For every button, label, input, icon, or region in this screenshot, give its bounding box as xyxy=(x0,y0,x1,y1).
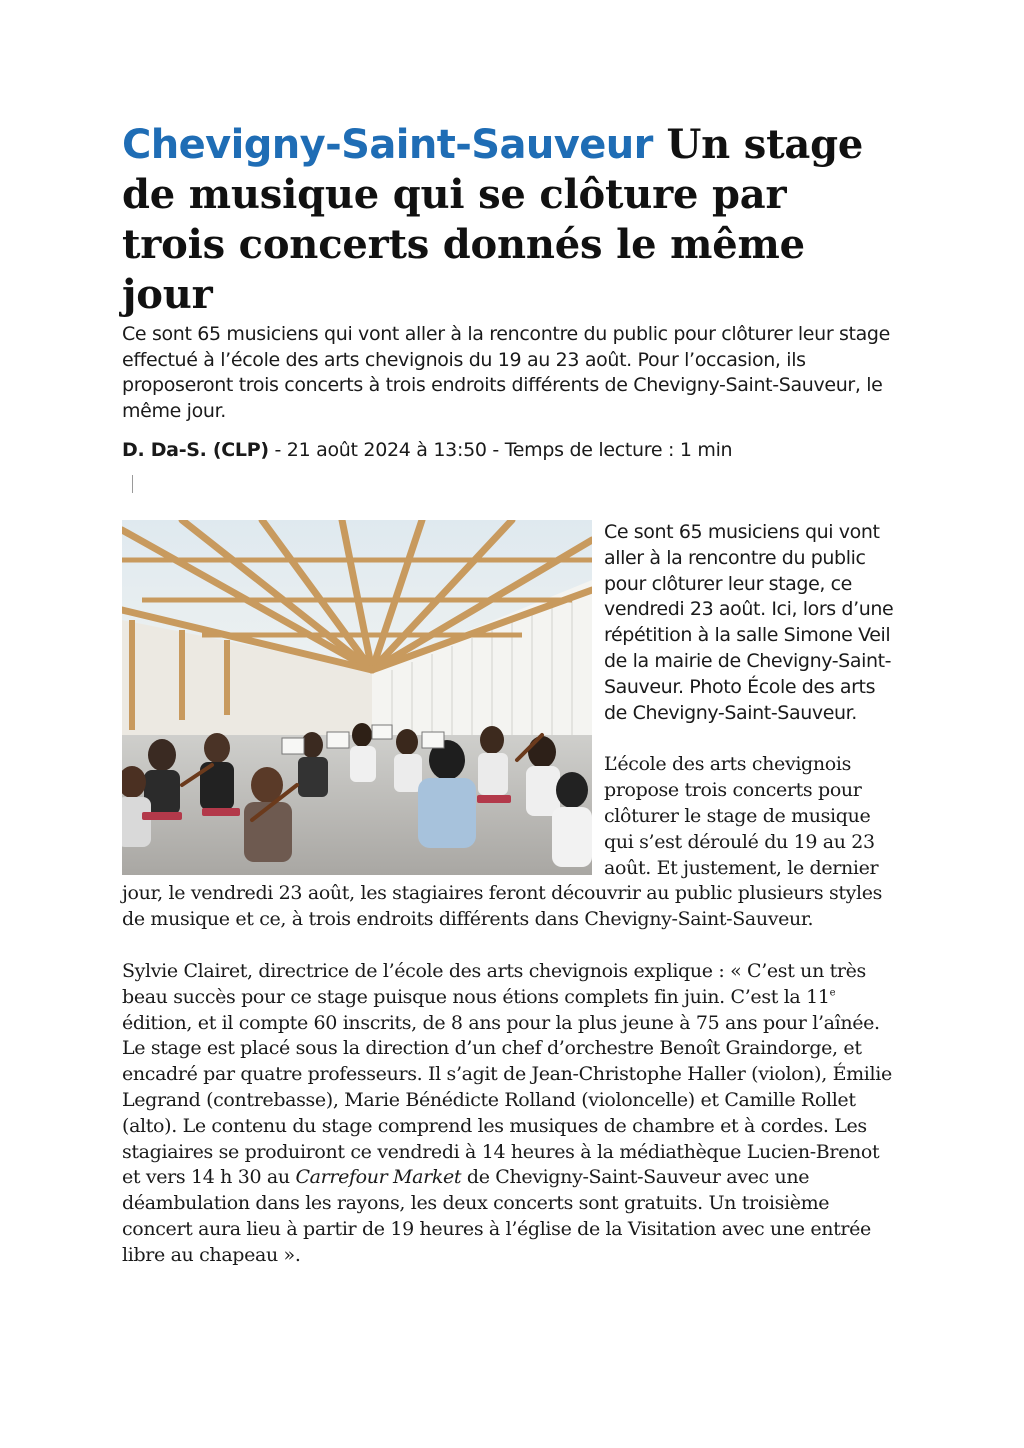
paragraph-2-part-a: Sylvie Clairet, directrice de l’école des arts chevignois explique : « C’est un très beau succès pour ce stage puisque nous étions complets fin juin. C’est la 11 xyxy=(122,959,866,1008)
paragraph-1: L’école des arts chevignois propose trois concerts pour clôturer le stage de musique qui s’est déroulé du 19 au 23 août. Et justement, le dernier jour, le vendredi 23 août, les stagiaires feront découvrir au public plusieurs styles de musique et ce, à trois endroits différents dans Chevigny-Saint-Sauveur. xyxy=(122,753,883,931)
store-name: Carrefour Market xyxy=(295,1166,462,1189)
paragraph-2-part-b: édition, et il compte 60 inscrits, de 8 ans pour la plus jeune à 75 ans pour l’aînée. Le stage est placé sous la direction d’un chef d’orchestre Benoît Graindorge, et encadré par quatre professeurs. Il s’agit de Jean-Christophe Haller (violon), Émilie Legrand (contrebasse), Marie Bénédicte Rolland (violoncelle) et Camille Rollet (alto). Le contenu du stage comprend les musiques de chambre et à cordes. Les stagiaires se produiront ce vendredi à 14 heures à la médiathèque Lucien-Brenot et vers 14 h 30 au xyxy=(122,1011,892,1189)
article-standfirst: Ce sont 65 musiciens qui vont aller à la rencontre du public pour clôturer leur stage effectué à l’école des arts chevignois du 19 au 23 août. Pour l’occasion, ils proposeront trois concerts à trois endroits différents de Chevigny-Saint-Sauveur, le même jour. xyxy=(122,323,890,422)
article-headline xyxy=(122,120,898,320)
reading-time: Temps de lecture : 1 min xyxy=(504,439,733,461)
reading-separator: - xyxy=(486,439,505,461)
article-photo xyxy=(122,520,592,875)
divider-mark xyxy=(132,475,133,493)
date-separator: - xyxy=(268,439,287,461)
headline-text: Un stage de musique qui se clôture par trois concerts donnés le même jour xyxy=(122,121,864,318)
article-byline xyxy=(122,437,898,463)
photo-caption: Ce sont 65 musiciens qui vont aller à la rencontre du public pour clôturer leur stage, ce vendredi 23 août. Ici, lors d’une répétition à la salle Simone Veil de la mairie de Chevigny-Saint-Sauveur. Photo École des arts de Chevigny-Saint-Sauveur. xyxy=(604,521,894,724)
publish-date: 21 août 2024 à 13:50 xyxy=(286,439,487,461)
ordinal-suffix: e xyxy=(829,987,836,999)
location-tag[interactable]: Chevigny-Saint-Sauveur xyxy=(122,122,653,168)
article xyxy=(122,120,898,1269)
paragraph-2-part-c: de Chevigny-Saint-Sauveur avec une déambulation dans les rayons, les deux concerts sont gratuits. Un troisième concert aura lieu à partir de 19 heures à l’église de la Visitation avec une entrée libre au chapeau ». xyxy=(122,1166,871,1266)
paragraph-2 xyxy=(122,959,898,1269)
author: D. Da-S. (CLP) xyxy=(122,439,269,461)
